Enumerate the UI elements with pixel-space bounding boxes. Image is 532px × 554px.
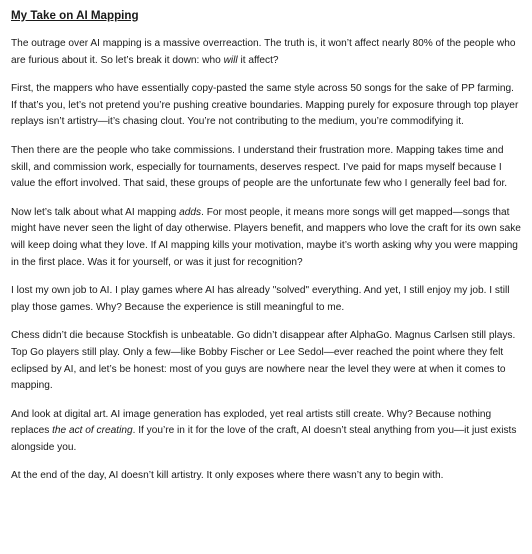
paragraph — [11, 36, 522, 69]
text-run: Then there are the people who take commissions. I understand their frustration more. Mapping takes time and skill, and commission work, especially for tournaments, deserves respect. I’ve paid for maps myself because I value the effort involved. That said, these groups of people are the unfortunate few who I generally feel bad for. — [11, 144, 508, 190]
paragraph — [11, 81, 522, 131]
text-run: I lost my own job to AI. I play games where AI has already "solved" everything. And yet, I still enjoy my job. I still play those games. Why? Because the experience is still meaningful to me. — [11, 285, 510, 313]
text-run: First, the mappers who have essentially copy-pasted the same style across 50 songs for the sake of PP farming. If that’s you, let’s not pretend you’re pushing creative boundaries. Mapping purely for exposure through top player replays isn’t artistry—it’s chasing clout. You’re not contributing to the medium, you’re commodifying it. — [11, 83, 519, 128]
paragraph — [11, 407, 522, 457]
italic-text: will — [223, 54, 238, 66]
paragraph — [11, 468, 522, 485]
text-run: And look at digital art. AI image generation has exploded, yet real artists still create. Why? Because nothing replaces — [11, 408, 492, 437]
text-run: it affect? — [237, 54, 279, 66]
paragraph — [11, 143, 522, 193]
text-run: . If you’re in it for the love of the craft, AI doesn’t steal anything from you—it just exists alongside you. — [11, 425, 517, 453]
paragraph — [11, 283, 522, 316]
paragraph — [11, 328, 522, 394]
page-title: My Take on AI Mapping — [11, 9, 139, 22]
article-text — [11, 36, 522, 485]
paragraph — [11, 205, 522, 271]
text-run: . For most people, it means more songs will get mapped—songs that might have never seen the light of day otherwise. Players benefit, and mappers who love the craft for its own sake will keep doing what they love. If AI mapping kills your motivation, maybe it’s worth asking why you were mapping in the first place. Was it for yourself, or was it just for recognition? — [11, 206, 521, 268]
italic-text: adds — [179, 206, 202, 218]
text-run: Chess didn’t die because Stockfish is unbeatable. Go didn’t disappear after AlphaGo. Magnus Carlsen still plays. Top Go players still play. Only a few—like Bobby Fischer or Lee Sedol—ever reached the point where they felt eclipsed by AI, and let’s be honest: most of you guys are nowhere near the level they were at when it comes to mapping. — [11, 330, 516, 392]
text-run: At the end of the day, AI doesn’t kill artistry. It only exposes where there wasn’t any to begin with. — [11, 470, 444, 482]
text-run: The outrage over AI mapping is a massive overreaction. The truth is, it won’t affect nearly 80% of the people who are furious about it. So let’s break it down: who — [11, 38, 516, 66]
italic-text: the act of creating — [52, 425, 133, 437]
text-run: Now let’s talk about what AI mapping — [11, 206, 180, 218]
